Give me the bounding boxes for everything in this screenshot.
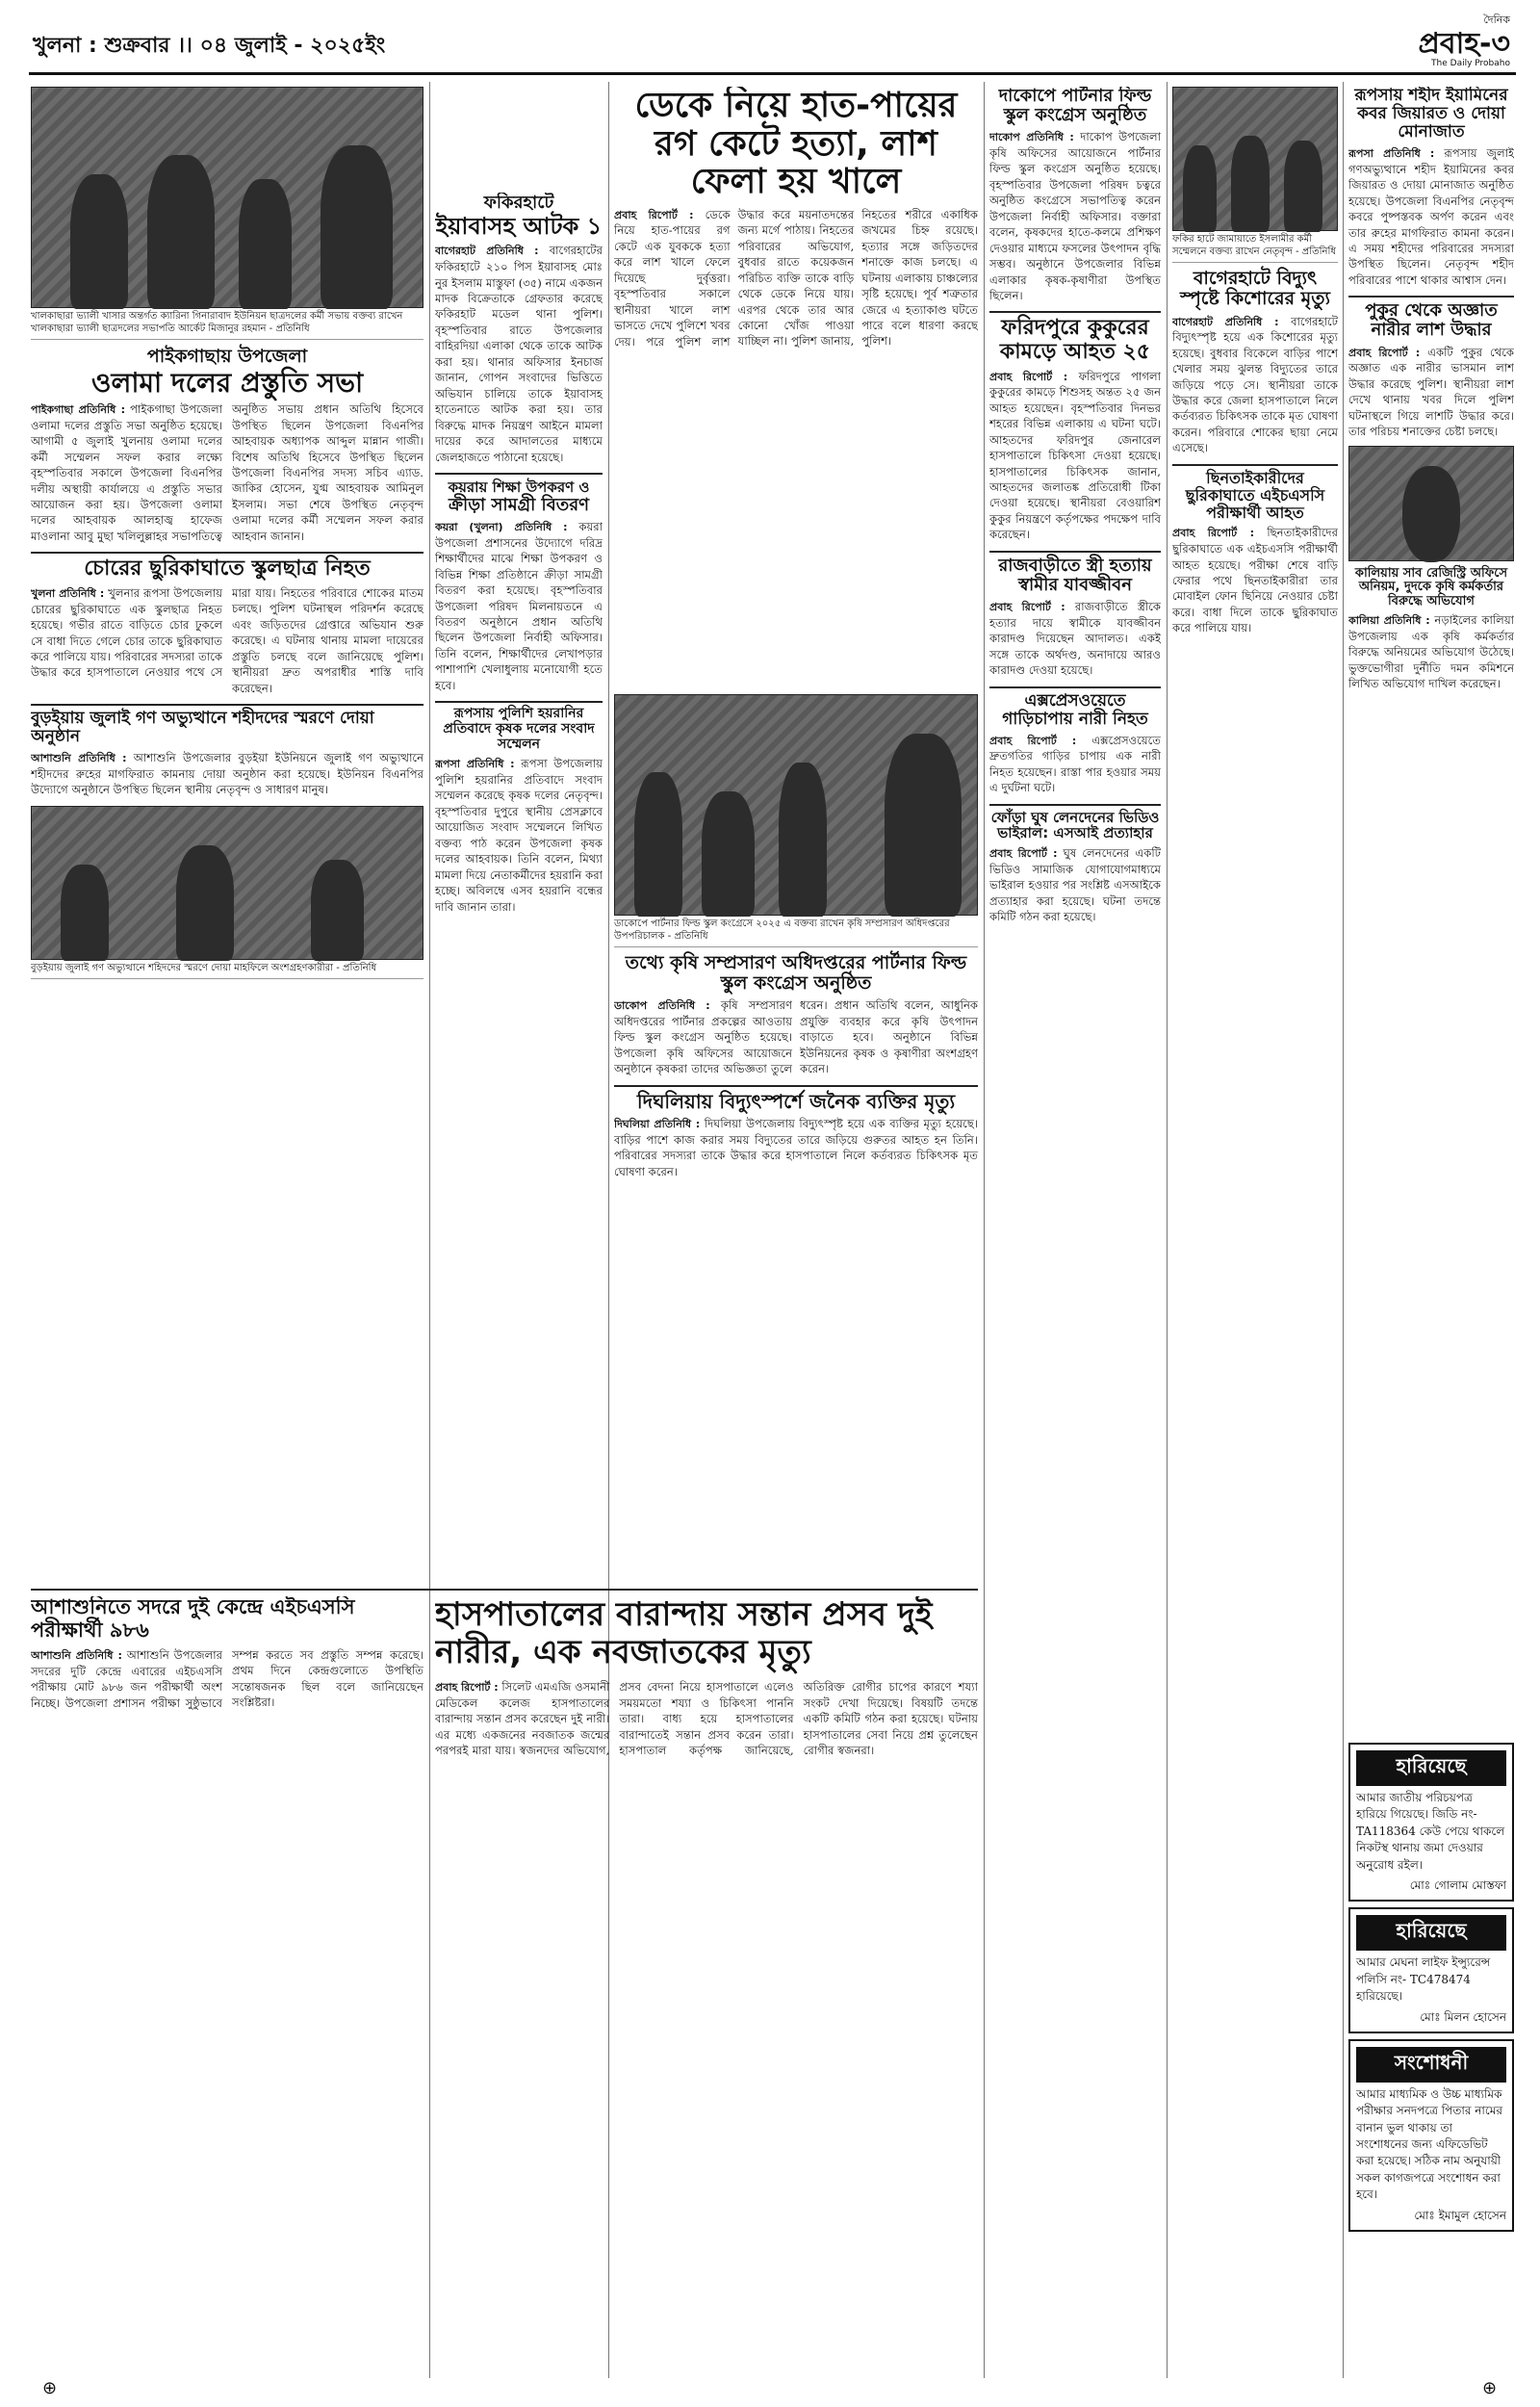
photo-caption: খালকাছারা ভ্যালী খাসার অন্তর্গত ক্যারিনা গিনারাবাদ ইউনিয়ন ছাত্রদলের কর্মী সভায় বক্তব্য রাখেন খালকাছারা ভ্যালী ছাত্রদলের সভাপতি আর্কেট মিজানুর রহমান - প্রতিনিধি: [31, 308, 424, 340]
story-dakop: [989, 87, 1161, 303]
column-left: [31, 87, 424, 1589]
story-kicker: পাইকগাছায় উপজেলা: [146, 346, 308, 367]
story-byline: বাগেরহাট প্রতিনিধি :: [435, 245, 539, 258]
story-headline: তথ্যে কৃষি সম্প্রসারণ অধিদপ্তরের পার্টনার ফিল্ড স্কুল কংগ্রেস অনুষ্ঠিত: [625, 951, 967, 995]
registration-mark-icon: ⊕: [1482, 2378, 1498, 2398]
column-rule: [984, 82, 985, 2378]
story-byline: প্রবাহ রিপোর্ট :: [435, 1681, 499, 1695]
story-text: ঘুষ লেনদেনের একটি ভিডিও সামাজিক যোগাযোগমাধ্যমে ভাইরাল হওয়ার পর সংশ্লিষ্ট এসআইকে প্রত্যাহার করা হয়েছে। ঘটনা তদন্তে কমিটি গঠন করা হয়েছে।: [989, 846, 1161, 924]
story-body: [31, 585, 424, 696]
lead-headline: ডেকে নিয়ে হাত-পায়ের রগ কেটে হত্যা, লাশ ফেলা হয় খালে: [634, 87, 958, 202]
story-headline: ক্রীড়া সামগ্রী বিতরণ: [449, 494, 589, 515]
notice-signer: মোঃ গোলাম মোস্তফা: [1409, 1877, 1506, 1892]
column-third: [435, 1040, 603, 1579]
photo-caption: ফকির হাটে জামায়াতে ইসলামীর কর্মী সম্মেলনে বক্তব্য রাখেন নেতৃবৃন্দ - প্রতিনিধি: [1172, 231, 1338, 263]
story-body: [1172, 314, 1338, 456]
column-fifth: [989, 87, 1161, 2330]
story-rajbari: [989, 551, 1161, 679]
story-body: [435, 519, 603, 693]
story-headline: দিঘলিয়ায় বিদ্যুৎস্পর্শে জনৈক ব্যক্তির মৃত্যু: [636, 1089, 956, 1113]
story-body: [989, 129, 1161, 303]
story-kicker: ফকিরহাটে: [483, 193, 554, 213]
story-byline: প্রবাহ রিপোর্ট :: [989, 601, 1065, 614]
story-ashashuni-hsc: [31, 1596, 424, 2338]
story-kicker: কয়রায় শিক্ষা উপকরণ ও: [448, 478, 590, 496]
story-byline: আশাশুনি প্রতিনিধি :: [31, 752, 127, 765]
story-byline: আশাশুনি প্রতিনিধি :: [31, 1649, 122, 1663]
story-body: [989, 599, 1161, 678]
news-photo: [31, 806, 424, 960]
story-text: আশাশুনি উপজেলার সদরের দুটি কেন্দ্রে এবারের এইচএসসি পরীক্ষায় মোট ৯৮৬ জন পরীক্ষার্থী অংশ নিচ্ছে। উপজেলা প্রশাসন পরীক্ষা সুষ্ঠুভাবে সম্পন্ন করতে সব প্রস্তুতি সম্পন্ন করেছে। প্রথম দিনে কেন্দ্রগুলোতে উপস্থিতি সন্তোষজনক ছিল বলে জানিয়েছেন সংশ্লিষ্টরা।: [31, 1648, 424, 1710]
story-headline: পুকুর থেকে অজ্ঞাত নারীর লাশ উদ্ধার: [1365, 300, 1498, 341]
story-headline: কালিয়ায় সাব রেজিস্ট্রি অফিসে অনিয়ম, দুদকে কৃষি কর্মকর্তার বিরুদ্ধে অভিযোগ: [1354, 565, 1508, 608]
story-headline: চোরের ছুরিকাঘাতে স্কুলছাত্র নিহত: [84, 556, 371, 582]
story-body: [31, 401, 424, 544]
notice-signer: মোঃ মিলন হোসেন: [1420, 2009, 1506, 2024]
story-byline: বাগেরহাট প্রতিনিধি :: [1172, 315, 1279, 328]
story-text: বাগেরহাটের ফকিরহাটে ২১০ পিস ইয়াবাসহ মোঃ নুর ইসলাম মাস্তুফা (৩৫) নামে একজন মাদক বিক্রেতাকে গ্রেফতার করেছে ফকিরহাট মডেল থানা পুলিশ। বৃহস্পতিবার রাতে উপজেলার বাহিরদিয়া এলাকা থেকে তাকে আটক করা হয়। থানার অফিসার ইনচার্জ জানান, গোপন সংবাদের ভিত্তিতে অভিযান চালিয়ে তাকে ইয়াবাসহ হাতেনাতে আটক করা হয়। তার বিরুদ্ধে মাদক নিয়ন্ত্রণ আইনে মামলা দায়ের করে আদালতের মাধ্যমে জেলহাজতে পাঠানো হয়েছে।: [435, 244, 603, 464]
column-centre: [614, 87, 978, 1579]
photo-caption: বুড়ইয়ায় জুলাই গণ অভ্যুত্থানে শহিদদের স্মরণে দোয়া মাহফিলে অংশগ্রহণকারীরা - প্রতিনিধি: [31, 960, 424, 979]
story-byline: কালিয়া প্রতিনিধি :: [1348, 614, 1430, 628]
story-body: [1348, 145, 1514, 288]
notice-correction: [1348, 2039, 1514, 2232]
story-body: [435, 243, 603, 465]
story-text: পাইকগাছা উপজেলা ওলামা দলের প্রস্তুতি সভা অনুষ্ঠিত হয়েছে। আগামী ৫ জুলাই খুলনায় ওলামা দলের কর্মী সম্মেলন সফল করার লক্ষ্যে বৃহস্পতিবার সকালে উপজেলা বিএনপির দলীয় অস্থায়ী কার্যালয়ে এ প্রস্তুতি সভার আয়োজন করা হয়। উপজেলা ওলামা দলের আহবায়ক আলহাজ্ব হাফেজ মাওলানা আবু মুছা খলিলুল্লাহর সভাপতিত্বে অনুষ্ঠিত সভায় প্রধান অতিথি হিসেবে উপস্থিত ছিলেন উপজেলা বিএনপির আহবায়ক অধ্যাপক আব্দুল মান্নান গাজী। বিশেষ অতিথি হিসেবে উপস্থিত ছিলেন উপজেলা বিএনপির সদস্য সচিব এ্যাড. জাকির হোসেন, যুগ্ম আহবায়ক আমিনুল ইসলাম। সভা শেষে উপস্থিত নেতৃবৃন্দ ওলামা দলের কর্মী সম্মেলন সফল করার আহবান জানান।: [31, 402, 424, 543]
story-byline: পাইকগাছা প্রতিনিধি :: [31, 403, 125, 417]
notice-lost-1: [1348, 1743, 1514, 1902]
story-body: [1348, 345, 1514, 440]
story-text: রাজবাড়ীতে স্ত্রীকে হত্যার দায়ে স্বামীকে যাবজ্জীবন কারাদণ্ড দিয়েছেন আদালত। একই সঙ্গে তাকে অর্থদণ্ড, অনাদায়ে আরও কারাদণ্ড দেওয়া হয়েছে।: [989, 600, 1161, 678]
story-body: [1348, 612, 1514, 691]
classified-notices: [1348, 1743, 1514, 2330]
portrait-photo: [1348, 446, 1514, 561]
story-text: কৃষি সম্প্রসারণ অধিদপ্তরের পার্টনার প্রকল্পের আওতায় ফিল্ড স্কুল কংগ্রেস অনুষ্ঠিত হয়েছে। উপজেলা কৃষি অফিসের আয়োজনে অনুষ্ঠানে কৃষকরা তাদের অভিজ্ঞতা তুলে ধরেন। প্রধান অতিথি বলেন, আধুনিক প্রযুক্তি ব্যবহার করে কৃষি উৎপাদন বাড়াতে হবে। অনুষ্ঠানে বিভিন্ন ইউনিয়নের কৃষক ও কৃষাণীরা অংশগ্রহণ করেন।: [614, 998, 978, 1076]
notice-body: আমার জাতীয় পরিচয়পত্র হারিয়ে গিয়েছে। জিডি নং- TA118364 কেউ পেয়ে থাকলে নিকটস্থ থানায় জমা দেওয়ার অনুরোধ রইল।: [1356, 1791, 1505, 1872]
story-headline: ওলামা দলের প্রস্তুতি সভা: [90, 366, 364, 399]
story-text: খুলনার রূপসা উপজেলায় চোরের ছুরিকাঘাতে এক স্কুলছাত্র নিহত হয়েছে। গভীর রাতে বাড়িতে চোর ঢুকলে সে বাধা দিতে গেলে চোর তাকে ছুরিকাঘাত করে পালিয়ে যায়। পরিবারের সদস্যরা তাকে উদ্ধার করে হাসপাতালে নেওয়ার পথে সে মারা যায়। নিহতের পরিবারে শোকের মাতম চলছে। পুলিশ ঘটনাস্থল পরিদর্শন করেছে এবং জড়িতদের গ্রেপ্তারে অভিযান শুরু করেছে। এ ঘটনায় থানায় মামলা দায়েরের প্রস্তুতি চলছে বলে জানিয়েছে পুলিশ। স্থানীয়রা দ্রুত অপরাধীর শাস্তি দাবি করেছেন।: [31, 586, 424, 695]
dateline: খুলনা : শুক্রবার ।। ০৪ জুলাই - ২০২৫ইং: [33, 34, 386, 58]
story-school-student: [31, 552, 424, 696]
news-photo: [614, 694, 978, 916]
story-byline: খুলনা প্রতিনিধি :: [31, 587, 105, 601]
section-divider: [31, 1589, 978, 1591]
lead-text: ডেকে নিয়ে হাত-পায়ের রগ কেটে এক যুবককে হত্যা করে লাশ খালে ফেলে দিয়েছে দুর্বৃত্তরা। বৃহস্পতিবার সকালে স্থানীয়রা খালে লাশ ভাসতে দেখে পুলিশে খবর দেয়। পরে পুলিশ লাশ উদ্ধার করে ময়নাতদন্তের জন্য মর্গে পাঠায়। নিহতের পরিবারের অভিযোগ, বুধবার রাতে কয়েকজন পরিচিত ব্যক্তি তাকে বাড়ি থেকে ডেকে নিয়ে যায়। এরপর থেকে তার আর কোনো খোঁজ পাওয়া যাচ্ছিল না। পুলিশ জানায়, নিহতের শরীরে একাধিক জখমের চিহ্ন রয়েছে। হত্যার সঙ্গে জড়িতদের শনাক্তে কাজ চলছে। এ ঘটনায় এলাকায় চাঞ্চল্যের সৃষ্টি হয়েছে। পূর্ব শত্রুতার জেরে এ হত্যাকাণ্ড ঘটতে পারে বলে ধারণা করছে পুলিশ।: [614, 207, 978, 349]
story-rupsa-police: [435, 701, 603, 915]
story-byline: রূপসা প্রতিনিধি :: [435, 758, 515, 771]
notice-title: সংশোধনী: [1356, 2047, 1506, 2083]
story-headline: রূপসায় পুলিশি হয়রানির প্রতিবাদে কৃষক দলের সংবাদ সম্মেলন: [443, 706, 595, 752]
story-pond-body: [1348, 296, 1514, 439]
story-body: [989, 369, 1161, 543]
notice-signer: মোঃ ইমামুল হোসেন: [1414, 2208, 1506, 2222]
news-photo: [31, 87, 424, 308]
story-headline: রাজবাড়ীতে স্ত্রী হত্যায় স্বামীর যাবজ্জীবন: [998, 555, 1152, 595]
story-headline: আশাশুনিতে সদরে দুই কেন্দ্রে এইচএসসি পরীক্ষার্থী ৯৮৬: [31, 1596, 355, 1642]
story-text: নড়াইলের কালিয়া উপজেলায় এক কৃষি কর্মকর্তার বিরুদ্ধে অনিয়মের অভিযোগ উঠেছে। ভুক্তভোগীরা দুর্নীতি দমন কমিশনে লিখিত অভিযোগ দাখিল করেছেন।: [1348, 613, 1514, 691]
story-buraiya: [31, 704, 424, 798]
notice-body: আমার মেঘনা লাইফ ইন্স্যুরেন্স পলিসি নং- TC478474 হারিয়েছে।: [1356, 1955, 1491, 2004]
lead-body: [614, 207, 978, 688]
story-headline: বাগেরহাটে বিদ্যুৎ স্পৃষ্টে কিশোরের মৃত্যু: [1179, 268, 1330, 310]
story-body: [435, 1679, 978, 1758]
notice-lost-2: [1348, 1907, 1514, 2033]
story-byline: রূপসা প্রতিনিধি :: [1348, 147, 1435, 161]
story-faridpur-dog: [989, 311, 1161, 542]
story-headline: বুড়ইয়ায় জুলাই গণ অভ্যুত্থানে শহীদদের স্মরণে দোয়া অনুষ্ঠান: [31, 709, 374, 747]
story-text: দিঘলিয়া উপজেলায় বিদ্যুৎস্পৃষ্ট হয়ে এক ব্যক্তির মৃত্যু হয়েছে। বাড়ির পাশে কাজ করার সময় বিদ্যুতের তারে জড়িয়ে গুরুতর আহত হন তিনি। পরিবারের সদস্যরা তাকে উদ্ধার করে হাসপাতালে নিলে কর্তব্যরত চিকিৎসক মৃত ঘোষণা করেন।: [614, 1117, 978, 1178]
story-body: [989, 733, 1161, 796]
story-dighalia: [614, 1085, 978, 1179]
notice-body: আমার মাধ্যমিক ও উচ্চ মাধ্যমিক পরীক্ষার সনদপত্রে পিতার নামের বানান ভুল থাকায় তা সংশোধনের জন্য এফিডেভিট করা হয়েছে। সঠিক নাম অনুযায়ী সকল কাগজপত্রে সংশোধন করা হবে।: [1356, 2086, 1502, 2202]
story-olama-dal: [31, 346, 424, 544]
story-byline: ডাকোপ প্রতিনিধি :: [614, 999, 710, 1013]
story-text: বাগেরহাটে বিদ্যুৎস্পৃষ্ট হয়ে এক কিশোরের মৃত্যু হয়েছে। বুধবার বিকেলে বাড়ির পাশে খেলার সময় ঝুলন্ত বিদ্যুতের তারে জড়িয়ে পড়ে সে। স্থানীয়রা তাকে উদ্ধার করে জেলা হাসপাতালে নিলে কর্তব্যরত চিকিৎসক তাকে মৃত ঘোষণা করেন। পরিবারে শোকের ছায়া নেমে এসেছে।: [1172, 314, 1338, 455]
registration-mark-icon: ⊕: [42, 2378, 58, 2398]
notice-title: হারিয়েছে: [1356, 1750, 1506, 1786]
story-byline: দাকোপ প্রতিনিধি :: [989, 131, 1074, 144]
story-text: ফরিদপুরে পাগলা কুকুরের কামড়ে শিশুসহ অন্তত ২৫ জন আহত হয়েছেন। বৃহস্পতিবার দিনভর শহরের বিভিন্ন এলাকায় এ ঘটনা ঘটে। আহতদের ফরিদপুর জেনারেল হাসপাতালে চিকিৎসা দেওয়া হয়েছে। হাসপাতালের চিকিৎসক জানান, আহতদের জলাতঙ্ক প্রতিরোধী টিকা দেওয়া হয়েছে। স্থানীয়রা বেওয়ারিশ কুকুর নিয়ন্ত্রণে কর্তৃপক্ষের পদক্ষেপ দাবি করেছেন।: [989, 369, 1161, 542]
column-rule: [429, 82, 430, 2378]
masthead: [29, 8, 1516, 75]
story-body: [989, 845, 1161, 924]
story-byline: দিঘলিয়া প্রতিনিধি :: [614, 1118, 701, 1131]
story-headline: ইয়াবাসহ আটক ১: [435, 212, 603, 240]
story-body: [435, 756, 603, 915]
story-headline: দাকোপে পার্টনার ফিল্ড স্কুল কংগ্রেস অনুষ্ঠিত: [998, 87, 1152, 126]
story-kalia: [1348, 567, 1514, 692]
story-hospital-birth: [435, 1596, 978, 2338]
story-shahid-yamin: [1348, 87, 1514, 288]
story-hsc-stabbed: [1172, 464, 1338, 636]
logo-prefix: দৈনিক: [1483, 13, 1510, 26]
story-bribe-video: [989, 804, 1161, 925]
story-body: [614, 997, 978, 1076]
story-headline: এক্সপ্রেসওয়েতে গাড়িচাপায় নারী নিহত: [1002, 690, 1148, 729]
story-byline: প্রবাহ রিপোর্ট :: [989, 370, 1068, 383]
story-text: একটি পুকুর থেকে অজ্ঞাত এক নারীর ভাসমান লাশ উদ্ধার করেছে পুলিশ। স্থানীয়রা লাশ দেখে থানায় খবর দিলে পুলিশ ঘটনাস্থলে গিয়ে লাশটি উদ্ধার করে। তার পরিচয় শনাক্তের চেষ্টা চলছে।: [1348, 345, 1514, 439]
lead-byline: প্রবাহ রিপোর্ট :: [614, 208, 694, 221]
story-text: কয়রা উপজেলা প্রশাসনের উদ্যোগে দরিদ্র শিক্ষার্থীদের মাঝে শিক্ষা উপকরণ ও বিভিন্ন শিক্ষা প্রতিষ্ঠানে ক্রীড়া সামগ্রী বিতরণ করা হয়েছে। বৃহস্পতিবার উপজেলা পরিষদ মিলনায়তনে এ বিতরণ অনুষ্ঠানে প্রধান অতিথি ছিলেন উপজেলা নির্বাহী অফিসার। তিনি বলেন, শিক্ষার্থীদের লেখাপড়ার পাশাপাশি খেলাধুলায় মনোযোগী হতে হবে।: [435, 520, 603, 692]
news-photo: [1172, 87, 1338, 231]
story-text: সিলেট এমএজি ওসমানী মেডিকেল কলেজ হাসপাতালের বারান্দায় সন্তান প্রসব করেছেন দুই নারী। এর মধ্যে একজনের নবজাতক জন্মের পরপরই মারা যায়। স্বজনদের অভিযোগ, প্রসব বেদনা নিয়ে হাসপাতালে এলেও সময়মতো শয্যা ও চিকিৎসা পাননি তারা। বাধ্য হয়ে হাসপাতালের বারান্দাতেই সন্তান প্রসব করেন তারা। হাসপাতাল কর্তৃপক্ষ জানিয়েছে, অতিরিক্ত রোগীর চাপের কারণে শয্যা সংকট দেখা দিয়েছে। বিষয়টি তদন্তে একটি কমিটি গঠন করা হয়েছে। ঘটনায় হাসপাতালের সেবা নিয়ে প্রশ্ন তুলেছেন রোগীর স্বজনরা।: [435, 1680, 978, 1758]
story-byline: প্রবাহ রিপোর্ট :: [989, 734, 1077, 747]
story-text: রূপসা উপজেলায় পুলিশি হয়রানির প্রতিবাদে সংবাদ সম্মেলন করেছে কৃষক দলের নেতৃবৃন্দ। বৃহস্পতিবার দুপুরে স্থানীয় প্রেসক্লাবে আয়োজিত সংবাদ সম্মেলনে লিখিত বক্তব্য পাঠ করেন উপজেলা কৃষক দলের আহবায়ক। তিনি বলেন, মিথ্যা মামলা দিয়ে নেতাকর্মীদের হয়রানি করা হচ্ছে। অবিলম্বে এসব হয়রানি বন্ধের দাবি জানান তারা।: [435, 757, 603, 914]
story-headline: ছিনতাইকারীদের ছুরিকাঘাতে এইচএসসি পরীক্ষার্থী আহত: [1185, 468, 1325, 522]
photo-caption: ডাকোপে পার্টনার ফিল্ড স্কুল কংগ্রেসে ২০২৫ এ বক্তব্য রাখেন কৃষি সম্প্রসারণ অধিদপ্তরের উপপরিচালক - প্রতিনিধি: [614, 916, 978, 947]
story-body: [1172, 525, 1338, 635]
story-byline: কয়রা (খুলনা) প্রতিনিধি :: [435, 521, 568, 534]
story-bagerhat-electric: [1172, 269, 1338, 456]
story-headline: হাসপাতালের বারান্দায় সন্তান প্রসব দুই নারীর, এক নবজাতকের মৃত্যু: [435, 1596, 933, 1672]
story-body: [31, 1647, 424, 1711]
story-expressway: [989, 686, 1161, 796]
notice-title: হারিয়েছে: [1356, 1915, 1506, 1951]
story-koyra: [435, 473, 603, 693]
story-yaba: [435, 193, 603, 465]
story-text: ছিনতাইকারীদের ছুরিকাঘাতে এক এইচএসসি পরীক্ষার্থী আহত হয়েছে। পরীক্ষা শেষে বাড়ি ফেরার পথে ছিনতাইকারীরা তার মোবাইল ফোন ছিনিয়ে নেওয়ার চেষ্টা করে। বাধা দিলে তাকে ছুরিকাঘাত করে পালিয়ে যায়।: [1172, 526, 1338, 635]
column-rule: [1167, 82, 1168, 2378]
logo-name: প্রবাহ-৩: [1418, 27, 1510, 61]
story-headline: রূপসায় শহীদ ইয়ামিনের কবর জিয়ারত ও দোয়া মোনাজাত: [1354, 87, 1508, 142]
story-body: [31, 750, 424, 798]
story-text: রূপসায় জুলাই গণঅভ্যুত্থানে শহীদ ইয়ামিনের কবর জিয়ারত ও দোয়া মোনাজাত অনুষ্ঠিত হয়েছে। উপজেলা বিএনপির নেতৃবৃন্দ কবরে পুষ্পস্তবক অর্পণ করেন এবং তার রুহের মাগফিরাত কামনা করেন। এ সময় শহীদের পরিবারের সদস্যরা উপস্থিত ছিলেন। নেতৃবৃন্দ শহীদ পরিবারের পাশে থাকার আশ্বাস দেন।: [1348, 146, 1514, 287]
story-body: [614, 1116, 978, 1179]
logo-tagline: The Daily Probaho: [1431, 59, 1510, 68]
story-text: দাকোপ উপজেলা কৃষি অফিসের আয়োজনে পার্টনার ফিল্ড স্কুল কংগ্রেস অনুষ্ঠিত হয়েছে। বৃহস্পতিবার উপজেলা পরিষদ চত্বরে অনুষ্ঠিত কংগ্রেসে সভাপতিত্ব করেন উপজেলা নির্বাহী অফিসার। বক্তারা বলেন, কৃষকদের হাতে-কলমে প্রশিক্ষণ দেওয়ার মাধ্যমে ফসলের উৎপাদন বৃদ্ধি সম্ভব। অনুষ্ঠানে উপজেলার বিভিন্ন এলাকার কৃষক-কৃষাণীরা উপস্থিত ছিলেন।: [989, 130, 1161, 302]
story-text: এক্সপ্রেসওয়েতে দ্রুতগতির গাড়ির চাপায় এক নারী নিহত হয়েছেন। রাস্তা পার হওয়ার সময় এ দুর্ঘটনা ঘটে।: [989, 733, 1161, 795]
column-sixth: [1172, 87, 1338, 2330]
story-partner-congress: [614, 953, 978, 1077]
story-byline: প্রবাহ রিপোর্ট :: [989, 847, 1058, 861]
story-headline: ফরিদপুরে কুকুরের কামড়ে আহত ২৫: [999, 316, 1151, 365]
story-byline: প্রবাহ রিপোর্ট :: [1172, 527, 1254, 540]
newspaper-logo: [1385, 12, 1510, 69]
story-text: আশাশুনি উপজেলার বুড়ইয়া ইউনিয়নে জুলাই গণ অভ্যুত্থানে শহীদদের রুহের মাগফিরাত কামনায় দোয়া অনুষ্ঠান করা হয়েছে। ইউনিয়ন বিএনপির উদ্যোগে অনুষ্ঠানে উপস্থিত ছিলেন স্থানীয় নেতৃবৃন্দ ও সাধারণ মানুষ।: [31, 751, 424, 797]
story-byline: প্রবাহ রিপোর্ট :: [1348, 346, 1421, 359]
column-rule: [1343, 82, 1344, 2378]
story-headline: ফোঁড়া ঘুষ লেনদেনের ভিডিও ভাইরাল: এসআই প্রত্যাহার: [990, 808, 1160, 842]
